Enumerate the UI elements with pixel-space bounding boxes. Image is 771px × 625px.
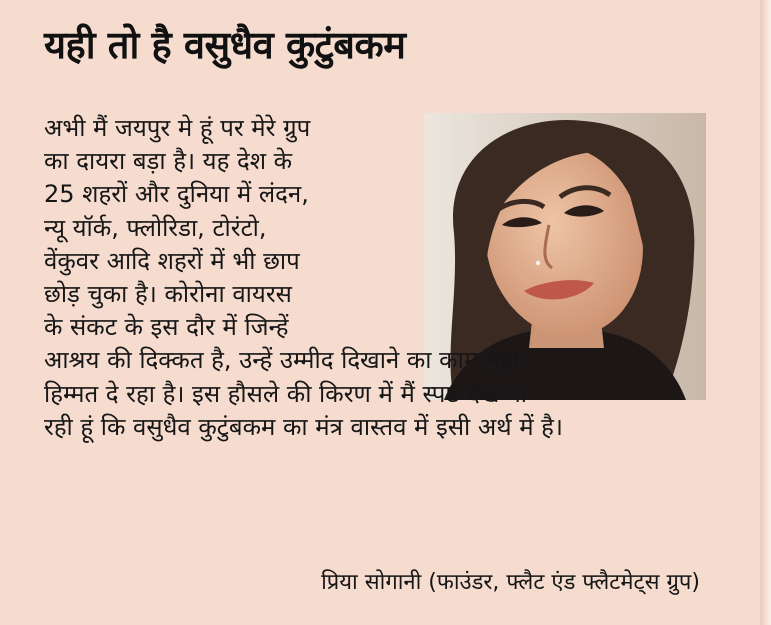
- headline: यही तो है वसुधैव कुटुंबकम: [44, 23, 406, 67]
- body-line: 25 शहरों और दुनिया में लंदन,: [44, 180, 309, 209]
- body-line: रही हूं कि वसुधैव कुटुंबकम का मंत्र वास्तव में इसी अर्थ में है।: [44, 412, 564, 441]
- article-body: [44, 112, 724, 444]
- body-line: हिम्मत दे रहा है। इस हौसले की किरण में मैं स्पष्ट देख पा: [44, 379, 527, 408]
- body-line: अभी मैं जयपुर मे हूं पर मेरे ग्रुप: [44, 114, 311, 142]
- page-edge: [760, 0, 771, 625]
- body-line: आश्रय की दिक्कत है, उन्हें उम्मीद दिखाने का काम मुझे: [44, 346, 519, 375]
- body-line: के संकट के इस दौर में जिन्हें: [44, 313, 289, 342]
- byline: प्रिया सोगानी (फाउंडर, फ्लैट एंड फ्लैटमेट्स ग्रुप): [321, 570, 700, 595]
- body-line: न्यू यॉर्क, फ्लोरिडा, टोरंटो,: [44, 213, 267, 242]
- body-line: वेंकुवर आदि शहरों में भी छाप: [44, 246, 300, 275]
- body-line: छोड़ चुका है। कोरोना वायरस: [44, 280, 292, 309]
- body-line: का दायरा बड़ा है। यह देश के: [44, 147, 293, 176]
